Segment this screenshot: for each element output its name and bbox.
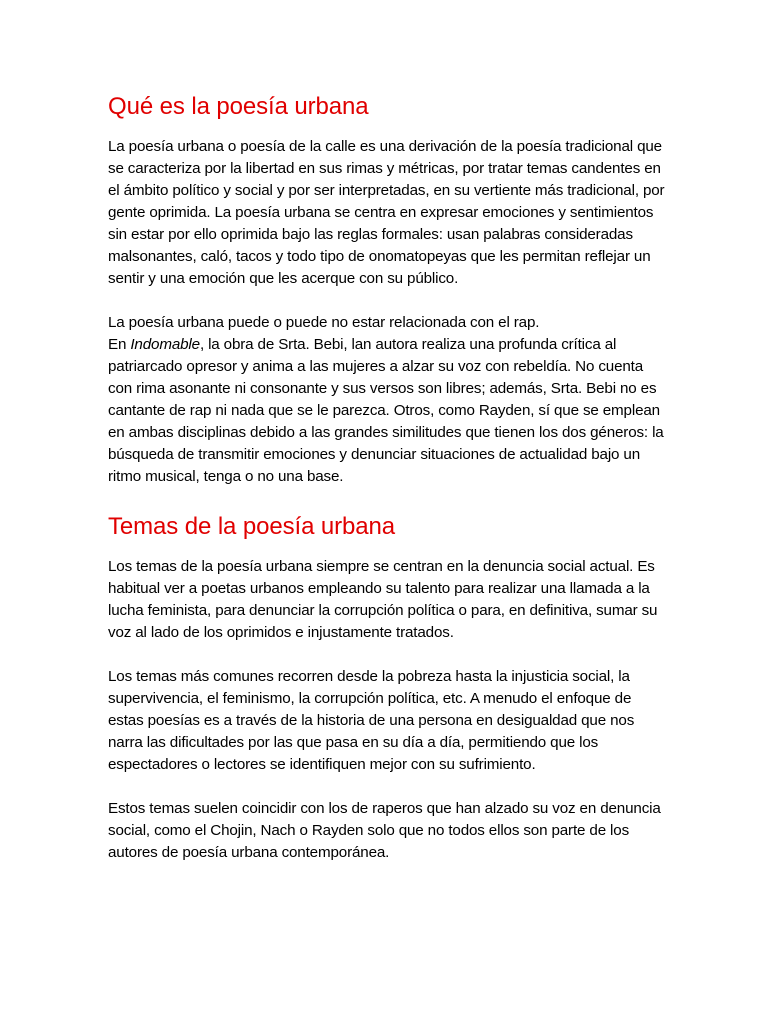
document-page	[108, 92, 668, 864]
paragraph-relacion-rap-line1: La poesía urbana puede o puede no estar relacionada con el rap.	[108, 314, 540, 331]
work-title-indomable: Indomable	[130, 336, 200, 353]
paragraph-temas-denuncia: Los temas de la poesía urbana siempre se centran en la denuncia social actual. Es habitual ver a poetas urbanos empleando su talento para realizar una llamada a la lucha feminista, para denunciar la corrupción política o para, en definitiva, sumar su voz al lado de los oprimidos e injustamente tratados.	[108, 558, 658, 641]
paragraph-temas-comunes: Los temas más comunes recorren desde la pobreza hasta la injusticia social, la supervivencia, el feminismo, la corrupción política, etc. A menudo el enfoque de estas poesías es a través de la historia de una persona en desigualdad que nos narra las dificultades por las que pasa en su día a día, permitiendo que los espectadores o lectores se identifiquen mejor con su sufrimiento.	[108, 668, 635, 773]
heading-temas-de-la-poesia-urbana: Temas de la poesía urbana	[108, 513, 396, 540]
heading-que-es-la-poesia-urbana: Qué es la poesía urbana	[108, 93, 369, 120]
paragraph-raperos: Estos temas suelen coincidir con los de raperos que han alzado su voz en denuncia social, como el Chojin, Nach o Rayden solo que no todos ellos son parte de los autores de poesía urbana contemporánea.	[108, 800, 661, 861]
paragraph-relacion-rap-prefix: En	[108, 336, 131, 353]
paragraph-definicion: La poesía urbana o poesía de la calle es una derivación de la poesía tradicional que se caracteriza por la libertad en sus rimas y métricas, por tratar temas candentes en el ámbito político y social y por ser interpretadas, en su vertiente más tradicional, por gente oprimida. La poesía urbana se centra en expresar emociones y sentimientos sin estar por ello oprimida bajo las reglas formales: usan palabras consideradas malsonantes, caló, tacos y todo tipo de onomatopeyas que les permitan reflejar un sentir y una emoción que les acerque con su público.	[108, 138, 665, 287]
paragraph-relacion-rap	[108, 312, 668, 488]
paragraph-relacion-rap-rest: , la obra de Srta. Bebi, lan autora realiza una profunda crítica al patriarcado opresor y anima a las mujeres a alzar su voz con rebeldía. No cuenta con rima asonante ni consonante y sus versos son libres; además, Srta. Bebi no es cantante de rap ni nada que se le parezca. Otros, como Rayden, sí que se emplean en ambas disciplinas debido a las grandes similitudes que tienen los dos géneros: la búsqueda de transmitir emociones y denunciar situaciones de actualidad bajo un ritmo musical, tenga o no una base.	[108, 336, 664, 485]
